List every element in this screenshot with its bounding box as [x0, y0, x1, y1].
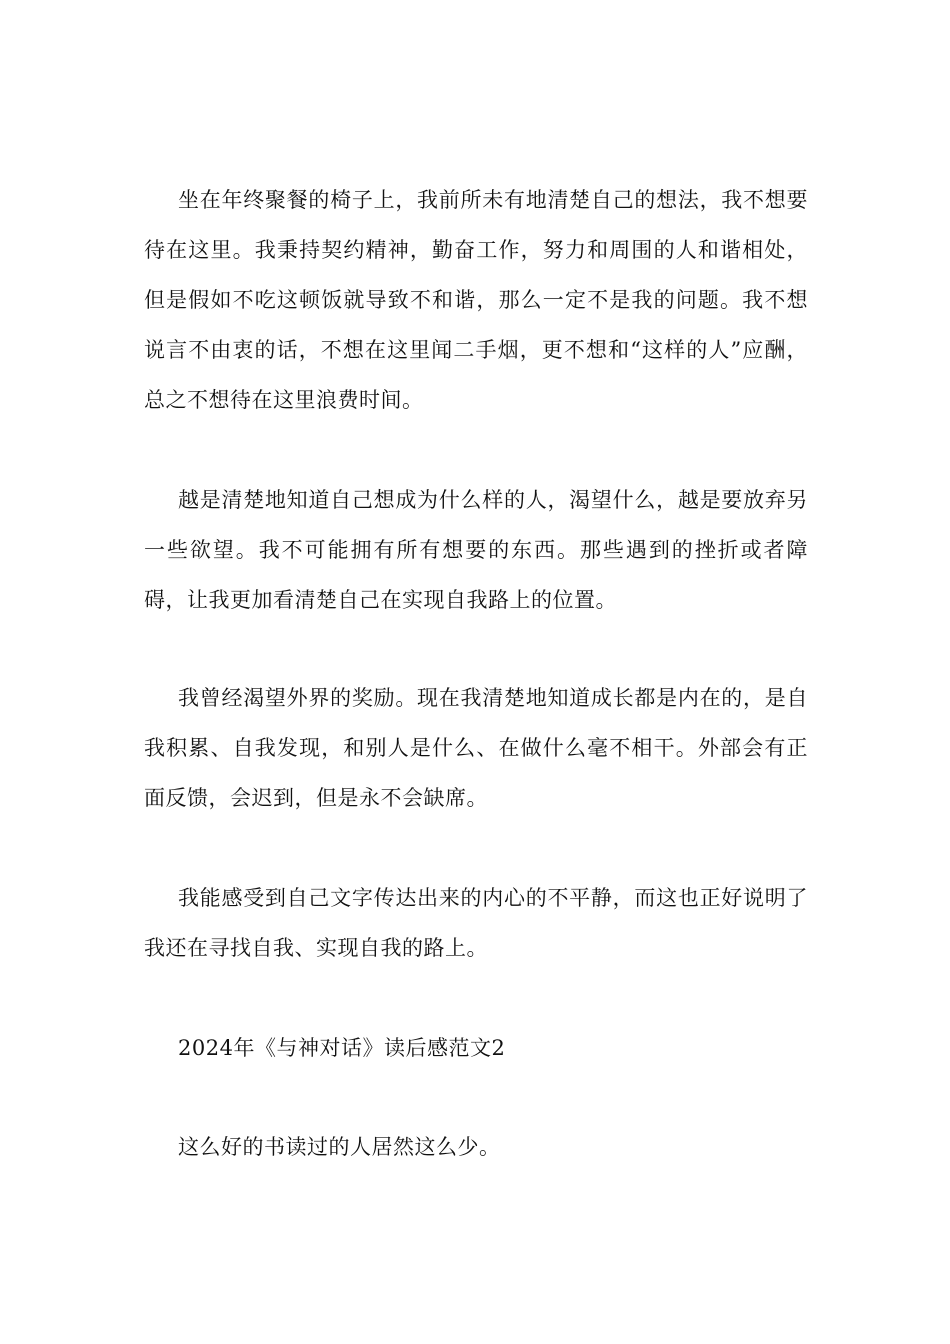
- section-heading: 2024年《与神对话》读后感范文2: [178, 1036, 506, 1060]
- body-paragraph: 我曾经渴望外界的奖励。现在我清楚地知道成长都是内在的，是自我积累、自我发现，和别人是什么、在做什么毫不相干。外部会有正面反馈，会迟到，但是永不会缺席。: [144, 686, 808, 810]
- body-paragraph: 坐在年终聚餐的椅子上，我前所未有地清楚自己的想法，我不想要待在这里。我秉持契约精神，勤奋工作，努力和周围的人和谐相处，但是假如不吃这顿饭就导致不和谐，那么一定不是我的问题。我不想说言不由衷的话，不想在这里闻二手烟，更不想和“这样的人”应酬，总之不想待在这里浪费时间。: [144, 188, 808, 412]
- body-paragraph: 这么好的书读过的人居然这么少。: [178, 1135, 501, 1159]
- body-paragraph: 越是清楚地知道自己想成为什么样的人，渴望什么，越是要放弃另一些欲望。我不可能拥有所有想要的东西。那些遇到的挫折或者障碍，让我更加看清楚自己在实现自我路上的位置。: [144, 488, 808, 612]
- body-paragraph: 我能感受到自己文字传达出来的内心的不平静，而这也正好说明了我还在寻找自我、实现自我的路上。: [144, 886, 808, 960]
